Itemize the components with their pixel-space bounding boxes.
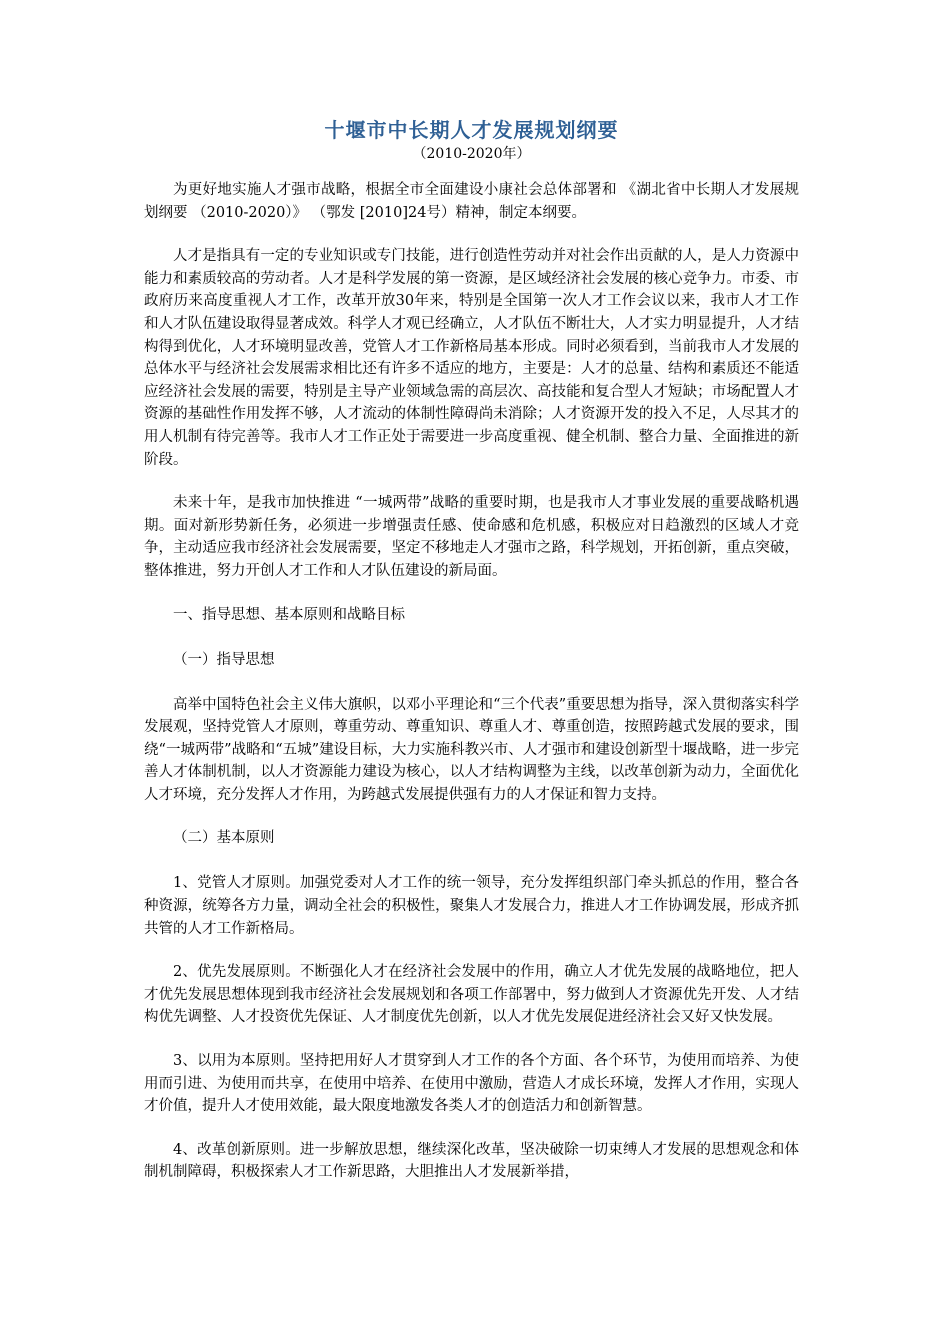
next-decade-paragraph: 未来十年，是我市加快推进 “一城两带”战略的重要时期，也是我市人才事业发展的重要战略机遇期。面对新形势新任务，必须进一步增强责任感、使命感和危机感，积极应对日趋激烈的区域人才竞争，主动适应我市经济社会发展需要，坚定不移地走人才强市之路，科学规划，开拓创新，重点突破，整体推进，努力开创人才工作和人才队伍建设的新局面。	[144, 495, 799, 579]
talent-definition-paragraph: 人才是指具有一定的专业知识或专门技能，进行创造性劳动并对社会作出贡献的人，是人力资源中能力和素质较高的劳动者。人才是科学发展的第一资源，是区域经济社会发展的核心竞争力。市委、市政府历来高度重视人才工作，改革开放30年来，特别是全国第一次人才工作会议以来，我市人才工作和人才队伍建设取得显著成效。科学人才观已经确立，人才队伍不断壮大，人才实力明显提升，人才结构得到优化，人才环境明显改善，党管人才工作新格局基本形成。同时必须看到，当前我市人才发展的总体水平与经济社会发展需求相比还有许多不适应的地方，主要是：人才的总量、结构和素质还不能适应经济社会发展的需要，特别是主导产业领域急需的高层次、高技能和复合型人才短缺；市场配置人才资源的基础性作用发挥不够，人才流动的体制性障碍尚未消除；人才资源开发的投入不足，人尽其才的用人机制有待完善等。我市人才工作正处于需要进一步高度重视、健全机制、整合力量、全面推进的新阶段。	[144, 248, 799, 468]
principle-3-paragraph: 3、以用为本原则。坚持把用好人才贯穿到人才工作的各个方面、各个环节，为使用而培养、为使用而引进、为使用而共享，在使用中培养、在使用中激励，营造人才成长环境，发挥人才作用，实现人才价值，提升人才使用效能，最大限度地激发各类人才的创造活力和创新智慧。	[144, 1053, 799, 1115]
subsection-heading-guiding-thought: （一）指导思想	[173, 651, 275, 668]
document-title: 十堰市中长期人才发展规划纲要	[324, 118, 619, 142]
principle-2-paragraph: 2、优先发展原则。不断强化人才在经济社会发展中的作用，确立人才优先发展的战略地位，把人才优先发展思想体现到我市经济社会发展规划和各项工作部署中，努力做到人才资源优先开发、人才结构优先调整、人才投资优先保证、人才制度优先创新，以人才优先发展促进经济社会又好又快发展。	[144, 964, 799, 1026]
principle-1-paragraph: 1、党管人才原则。加强党委对人才工作的统一领导，充分发挥组织部门牵头抓总的作用，整合各种资源，统筹各方力量，调动全社会的积极性，聚集人才发展合力，推进人才工作协调发展，形成齐抓共管的人才工作新格局。	[144, 875, 799, 937]
intro-paragraph: 为更好地实施人才强市战略，根据全市全面建设小康社会总体部署和 《湖北省中长期人才发展规划纲要 （2010-2020）》 （鄂发 [2010]24号）精神，制定本纲要。	[144, 182, 799, 221]
principle-4-paragraph: 4、改革创新原则。进一步解放思想，继续深化改革，坚决破除一切束缚人才发展的思想观念和体制机制障碍，积极探索人才工作新思路，大胆推出人才发展新举措，	[144, 1141, 799, 1181]
section-heading: 一、指导思想、基本原则和战略目标	[173, 606, 405, 623]
subsection-heading-principles: （二）基本原则	[173, 830, 275, 847]
document-body	[144, 116, 799, 1205]
document-subtitle: （2010-2020年）	[412, 146, 531, 162]
guiding-thought-paragraph: 高举中国特色社会主义伟大旗帜，以邓小平理论和“三个代表”重要思想为指导，深入贯彻落实科学发展观，坚持党管人才原则，尊重劳动、尊重知识、尊重人才、尊重创造，按照跨越式发展的要求，围绕“一城两带”战略和“五城”建设目标，大力实施科教兴市、人才强市和建设创新型十堰战略，进一步完善人才体制机制，以人才资源能力建设为核心，以人才结构调整为主线，以改革创新为动力，全面优化人才环境，充分发挥人才作用，为跨越式发展提供强有力的人才保证和智力支持。	[144, 696, 799, 803]
